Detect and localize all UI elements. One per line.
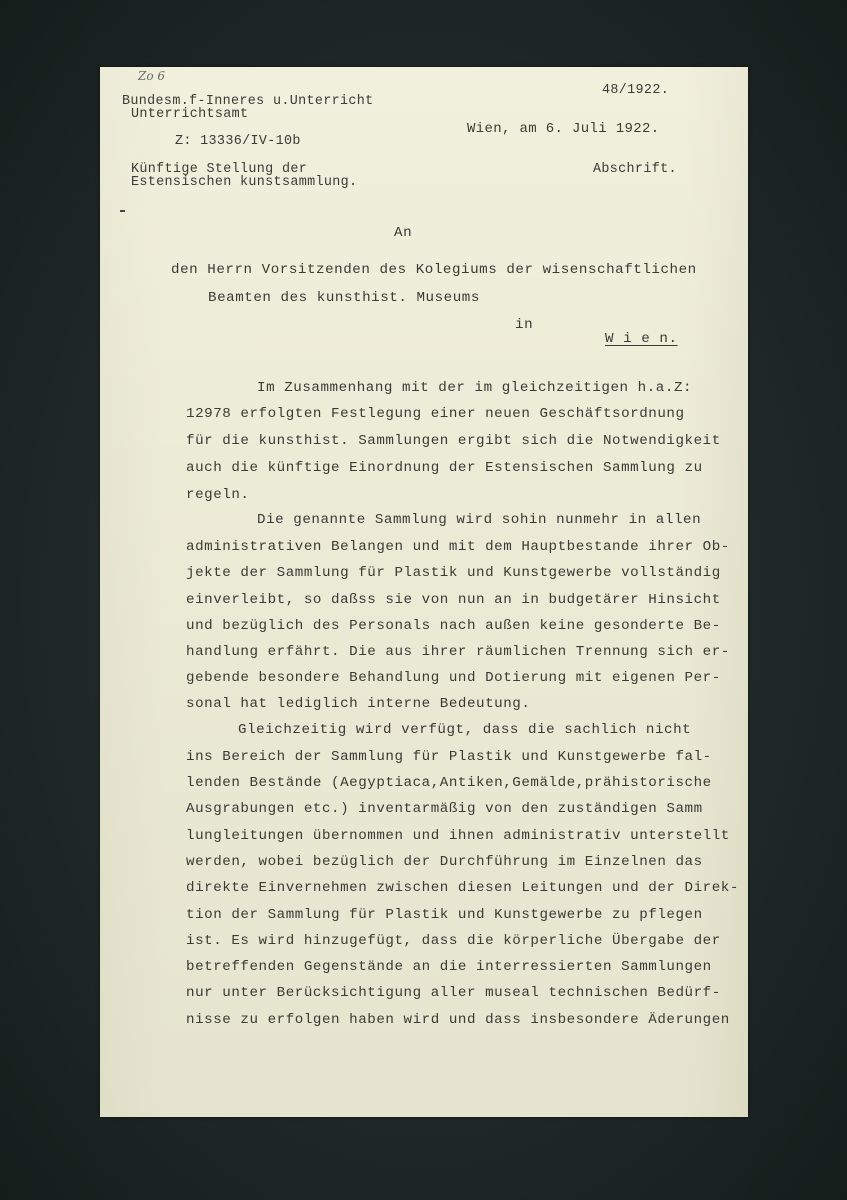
body-line: Im Zusammenhang mit der im gleichzeitigen h.a.Z: (257, 380, 693, 396)
body-line: Ausgrabungen etc.) inventarmäßig von den zuständigen Samm (186, 801, 703, 817)
body-line: Die genannte Sammlung wird sohin nunmehr in allen (257, 512, 702, 528)
body-line: betreffenden Gegenstände an die interressierten Sammlungen (186, 959, 712, 975)
body-line: ist. Es wird hinzugefügt, dass die körperliche Übergabe der (186, 933, 721, 949)
document-number: 48/1922. (602, 83, 670, 98)
subject-line-2: Estensischen kunstsammlung. (131, 175, 358, 190)
body-line: einverleibt, so daßss sie von nun an in budgetärer Hinsicht (186, 592, 721, 608)
file-number: Z: 13336/IV-10b (175, 134, 301, 149)
body-line: Gleichzeitig wird verfügt, dass die sachlich nicht (238, 722, 692, 738)
subject-line-1: Künftige Stellung der (131, 162, 308, 177)
address-in: in (515, 317, 534, 333)
body-line: gebende besondere Behandlung und Dotierung mit eigenen Per- (186, 670, 721, 686)
body-line: nur unter Berücksichtigung aller museal technischen Bedürf- (186, 985, 721, 1001)
body-line: nisse zu erfolgen haben wird und dass insbesondere Äderungen (186, 1012, 730, 1028)
body-line: direkte Einvernehmen zwischen diesen Leitungen und der Direk- (186, 880, 739, 896)
body-line: ins Bereich der Sammlung für Plastik und Kunstgewerbe fal- (186, 749, 712, 765)
body-line: 12978 erfolgten Festlegung einer neuen Geschäftsordnung (186, 406, 685, 422)
body-line: handlung erfährt. Die aus ihrer räumlichen Trennung sich er- (186, 644, 730, 660)
margin-mark (120, 210, 125, 212)
pencil-annotation: Zo 6 (138, 69, 166, 83)
ministry-name: Bundesm.f-Inneres u.Unterricht (122, 94, 374, 109)
body-line: jekte der Sammlung für Plastik und Kunstgewerbe vollständig (186, 565, 721, 581)
place-date: Wien, am 6. Juli 1922. (467, 121, 660, 137)
address-recipient-line-1: den Herrn Vorsitzenden des Kolegiums der wisenschaftlichen (171, 262, 697, 278)
body-line: werden, wobei bezüglich der Durchführung im Einzelnen das (186, 854, 703, 870)
body-line: lenden Bestände (Aegyptiaca,Antiken,Gemälde,prähistorische (186, 775, 712, 791)
address-recipient-line-2: Beamten des kunsthist. Museums (208, 290, 480, 306)
body-line: lungleitungen übernommen und ihnen administrativ unterstellt (186, 828, 730, 844)
body-line: regeln. (186, 487, 250, 503)
body-line: tion der Sammlung für Plastik und Kunstgewerbe zu pflegen (186, 907, 703, 923)
address-city: W i e n. (605, 331, 678, 347)
body-line: und bezüglich des Personals nach außen keine gesonderte Be- (186, 618, 721, 634)
body-line: administrativen Belangen und mit dem Hauptbestande ihrer Ob- (186, 539, 730, 555)
body-line: auch die künftige Einordnung der Estensischen Sammlung zu (186, 460, 703, 476)
office-name: Unterrichtsamt (131, 107, 249, 122)
copy-label: Abschrift. (593, 162, 677, 177)
body-line: sonal hat lediglich interne Bedeutung. (186, 696, 531, 712)
document-page (100, 67, 748, 1117)
address-to: An (394, 225, 413, 241)
body-line: für die kunsthist. Sammlungen ergibt sich die Notwendigkeit (186, 433, 721, 449)
